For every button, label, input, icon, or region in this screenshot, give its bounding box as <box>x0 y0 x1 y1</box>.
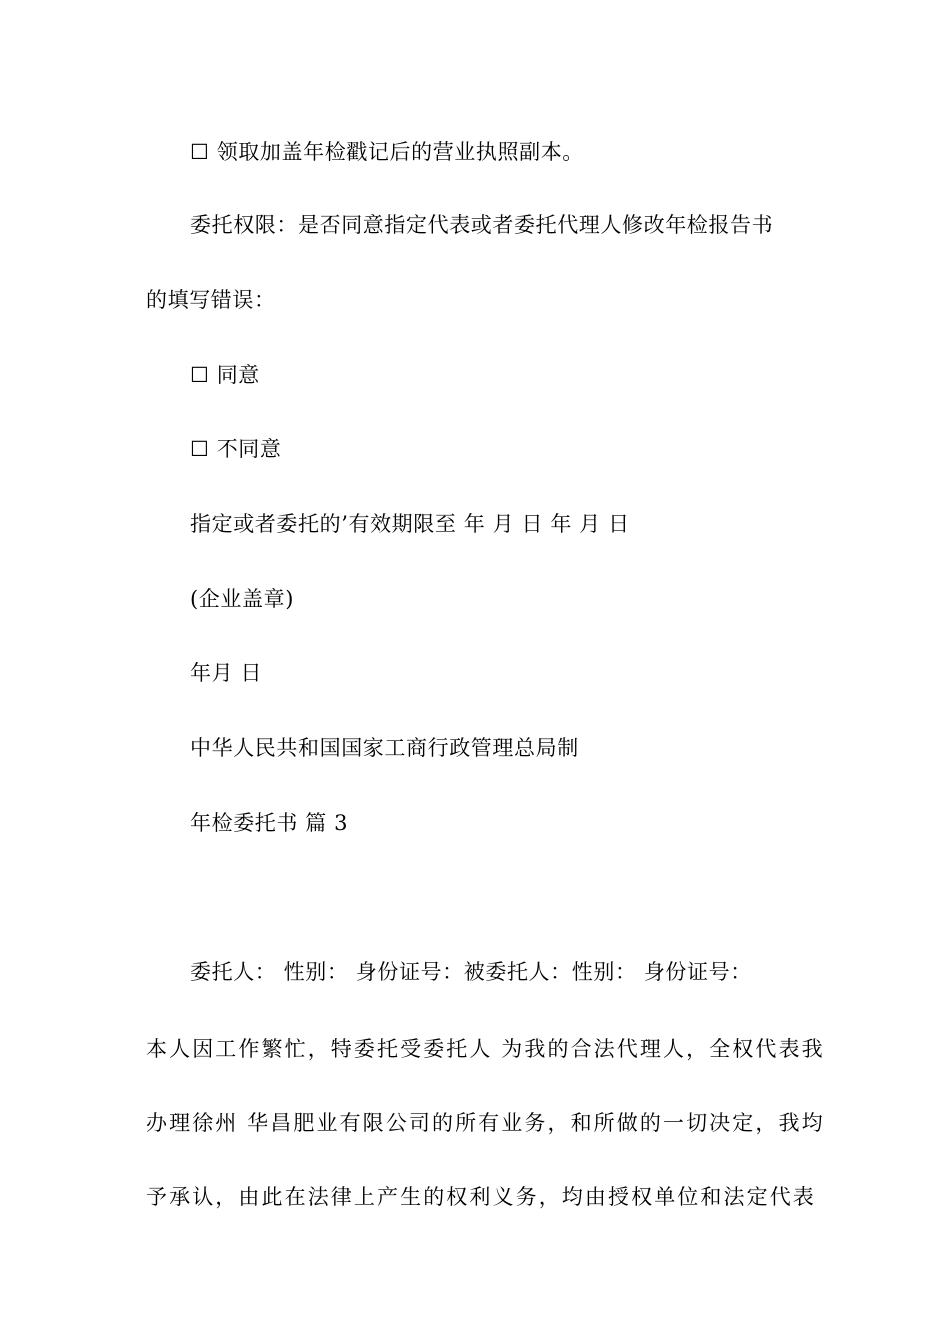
parties-line: 委托人： 性别： 身份证号：被委托人：性别： 身份证号： <box>190 960 752 984</box>
issuer-line: 中华人民共和国国家工商行政管理总局制 <box>190 736 579 760</box>
authority-paragraph-line-2: 的填写错误： <box>146 288 276 312</box>
checkbox-line-disagree: ☐ 不同意 <box>190 437 282 461</box>
company-seal-line: (企业盖章) <box>190 587 294 611</box>
body-paragraph-line-1: 本人因工作繁忙，特委托受委托人 为我的合法代理人，全权代表我 <box>146 1037 825 1061</box>
checkbox-line-receive-license: ☐ 领取加盖年检戳记后的营业执照副本。 <box>190 140 584 164</box>
date-line: 年月 日 <box>190 661 263 685</box>
body-paragraph-line-3: 予承认，由此在法律上产生的权利义务，均由授权单位和法定代表 <box>146 1185 816 1209</box>
checkbox-line-agree: ☐ 同意 <box>190 363 260 387</box>
validity-period-line: 指定或者委托的’有效期限至 年 月 日 年 月 日 <box>190 512 630 536</box>
authority-paragraph-line-1: 委托权限：是否同意指定代表或者委托代理人修改年检报告书 <box>190 213 774 237</box>
section-title: 年检委托书 篇 3 <box>190 811 349 835</box>
body-paragraph-line-2: 办理徐州 华昌肥业有限公司的所有业务，和所做的一切决定，我均 <box>146 1111 825 1135</box>
